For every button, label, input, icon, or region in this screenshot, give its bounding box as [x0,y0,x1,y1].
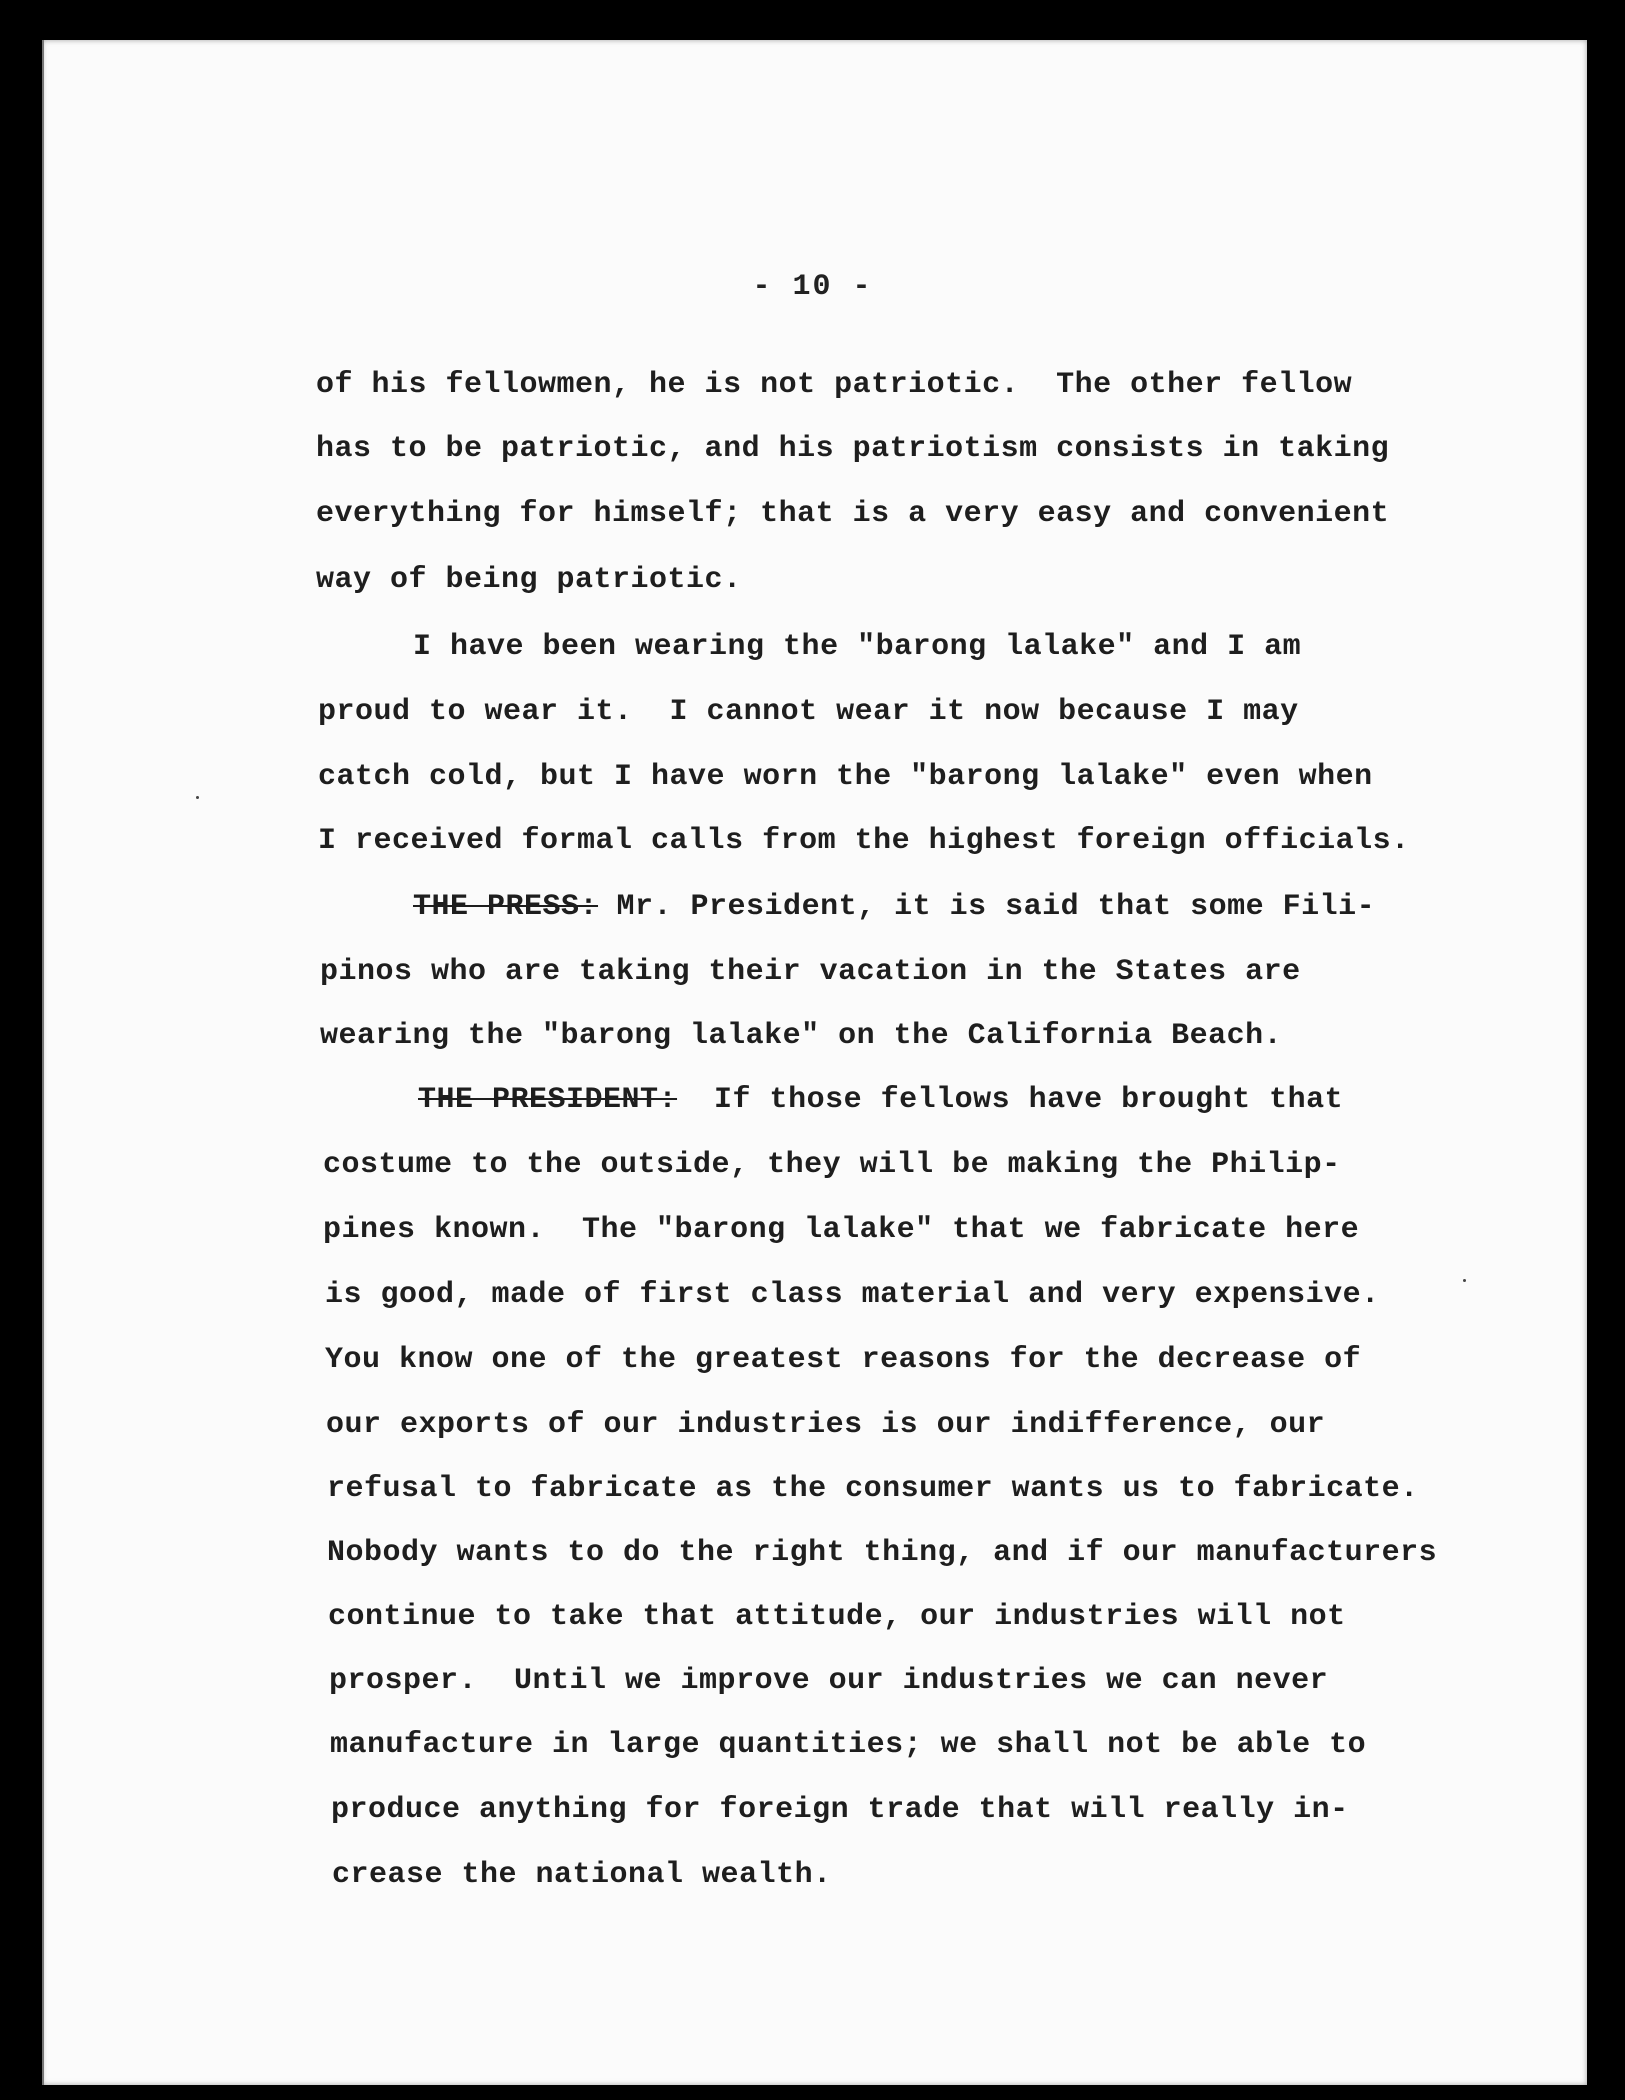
text-line: produce anything for foreign trade that will really in- [331,1793,1349,1827]
page-edge [42,40,44,2085]
text-segment: Mr. President, it is said that some Fili- [598,890,1376,924]
text-line: wearing the "barong lalake" on the California Beach. [320,1019,1283,1053]
text-line: is good, made of first class material and very expensive. [325,1278,1380,1312]
text-line: prosper. Until we improve our industries we can never [329,1664,1329,1698]
page-number: - 10 - [752,270,873,304]
text-line: continue to take that attitude, our industries will not [328,1600,1346,1634]
speaker-label: THE PRESS: [413,890,599,924]
scan-speck [1463,1279,1466,1282]
text-line: I have been wearing the "barong lalake" and I am [413,630,1302,664]
text-line: of his fellowmen, he is not patriotic. The other fellow [316,368,1353,402]
text-line: pines known. The "barong lalake" that we fabricate here [323,1213,1360,1247]
speaker-label: THE PRESIDENT: [418,1083,678,1117]
scan-speck [196,796,199,799]
text-line: manufacture in large quantities; we shall not be able to [330,1728,1367,1762]
text-line: You know one of the greatest reasons for the decrease of [325,1343,1362,1377]
text-line: costume to the outside, they will be making the Philip- [323,1148,1341,1182]
text-line: Nobody wants to do the right thing, and if our manufacturers [327,1536,1438,1570]
text-line: catch cold, but I have worn the "barong lalake" even when [318,760,1373,794]
document-page [42,40,1587,2085]
text-line: has to be patriotic, and his patriotism consists in taking [316,432,1390,466]
text-line: crease the national wealth. [332,1858,832,1892]
speaker-line [413,890,1375,924]
text-line: refusal to fabricate as the consumer wants us to fabricate. [327,1472,1419,1506]
text-line: I received formal calls from the highest foreign officials. [318,824,1410,858]
text-segment: If those fellows have brought that [677,1083,1344,1117]
text-line: pinos who are taking their vacation in the States are [320,955,1301,989]
text-line: proud to wear it. I cannot wear it now because I may [318,695,1299,729]
text-line: everything for himself; that is a very easy and convenient [316,497,1390,531]
text-line: our exports of our industries is our indifference, our [326,1408,1326,1442]
speaker-line [418,1083,1343,1117]
text-line: way of being patriotic. [316,563,742,597]
